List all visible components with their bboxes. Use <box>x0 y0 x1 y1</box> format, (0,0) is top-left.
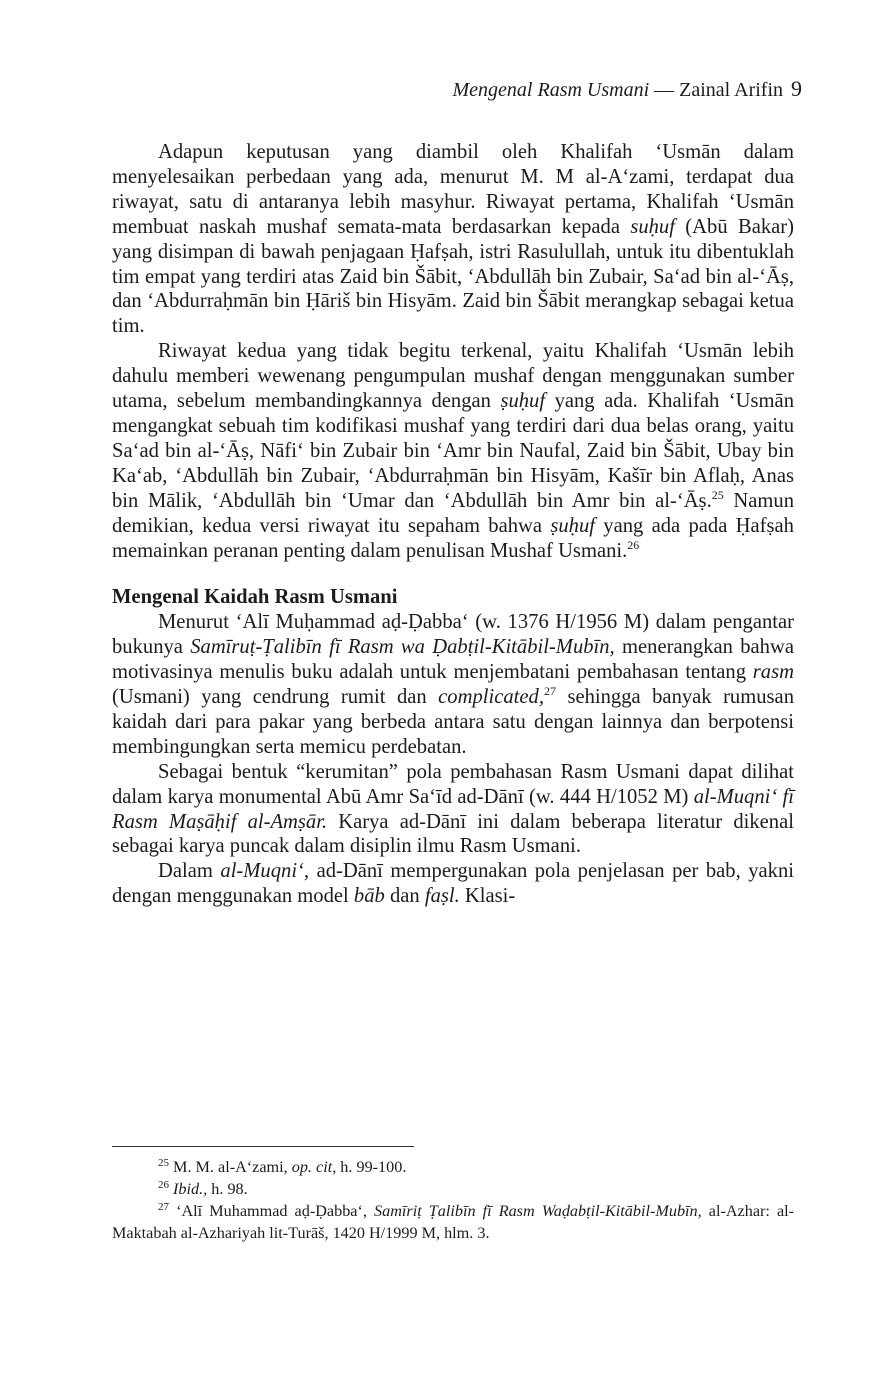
paragraph-3 <box>112 610 794 759</box>
italic-term: rasm <box>752 661 794 684</box>
text-run: Menurut ‘Alī Muḥammad aḍ-Ḍabba‘ (w. 1376 H/1956 M) dalam pengantar bukunya <box>112 611 794 659</box>
footnote-number: 27 <box>158 1201 169 1213</box>
running-header <box>430 76 802 103</box>
footnote-26 <box>112 1178 794 1200</box>
footnote-ref-27: 27 <box>543 684 556 699</box>
text-run: menerangkan bahwa motivasinya menulis buku adalah untuk menjembatani pembahasan tentang <box>112 636 794 684</box>
italic-term: ṣuḥuf <box>550 514 595 537</box>
footnote-25 <box>112 1156 794 1178</box>
italic-term: ṣuḥuf <box>500 390 546 413</box>
footnote-italic: Samīriṭ Ṭalibīn fī Rasm Waḍabṭil-Kitābil-Mubīn, <box>374 1202 702 1220</box>
footnote-divider <box>112 1146 414 1147</box>
footnote-number: 26 <box>158 1179 169 1191</box>
italic-title: al-Muqni‘ fī Rasm Maṣāḥif al-Amṣār. <box>112 785 794 833</box>
page-number: 9 <box>791 76 802 101</box>
text-run: Namun demikian, kedua versi riwayat itu sepaham bahwa <box>112 489 795 537</box>
text-run: ad-Dānī mempergunakan pola penjelasan per bab, yakni dengan menggunakan model <box>112 860 794 908</box>
italic-title: al-Muqni‘, <box>220 860 310 883</box>
text-run: dan <box>389 885 420 908</box>
paragraph-5 <box>112 859 794 909</box>
footnote-number: 25 <box>158 1157 169 1169</box>
footnote-text: M. M. al-A‘zami, <box>173 1158 288 1176</box>
text-run: yang ada. Khalifah ‘Usmān mengangkat sebuah tim kodifikasi mushaf yang terdiri dari dua belas orang, yaitu Sa‘ad bin al-‘Āṣ, Nāfi‘ bin Zubair bin ‘Amr bin Naufal, Zaid bin Šābit, Ubay bin Ka‘ab, ‘Abdullāh bin Zubair, ‘Abdurraḥmān bin Hisyām, Kašīr bin Aflaḥ, Anas bin Mālik, ‘Abdullāh bin ‘Umar dan ‘Abdullāh bin Amr bin al-‘Āṣ. <box>112 390 794 512</box>
text-run: Riwayat kedua yang tidak begitu terkenal, yaitu Khalifah ‘Usmān lebih dahulu memberi wewenang pengumpulan mushaf dengan menggunakan sumber utama, sebelum membandingkannya dengan <box>112 340 794 413</box>
text-run: (Abū Bakar) yang disimpan di bawah penjagaan Ḥafṣah, istri Rasulullah, untuk itu dibentuklah tim empat yang terdiri atas Zaid bin Šābit, ‘Abdullāh bin Zubair, Sa‘ad bin al-‘Āṣ, dan ‘Abdurraḥmān bin Ḥāriš bin Hisyām. Zaid bin Šābit merangkap sebagai ketua tim. <box>112 215 794 338</box>
text-run: Karya ad-Dānī ini dalam beberapa literatur dikenal sebagai karya puncak dalam disiplin ilmu Rasm Usmani. <box>112 810 794 858</box>
paragraph-4 <box>112 760 794 860</box>
paragraph-1 <box>112 140 794 339</box>
italic-term: bāb <box>353 885 385 908</box>
text-run: Dalam <box>158 860 213 883</box>
footnote-27 <box>112 1200 794 1244</box>
footnote-ref-26: 26 <box>627 537 640 552</box>
footnote-text: ‘Alī Muhammad aḍ-Ḍabba‘, <box>176 1202 367 1220</box>
footnote-ref-25: 25 <box>711 487 724 502</box>
header-author: Zainal Arifin <box>679 79 783 101</box>
paragraph-2 <box>112 339 794 563</box>
footnote-italic: op. cit, <box>291 1158 337 1176</box>
text-run: Sebagai bentuk “kerumitan” pola pembahasan Rasm Usmani dapat dilihat dalam karya monumental Abū Amr Sa‘īd ad-Dānī (w. 444 H/1052 M) <box>112 760 794 808</box>
italic-term: suḥuf <box>630 215 675 238</box>
italic-term: complicated, <box>438 686 544 709</box>
section-heading: Mengenal Kaidah Rasm Usmani <box>112 586 398 609</box>
italic-term: faṣl. <box>424 885 460 908</box>
footnote-text: h. 98. <box>211 1180 248 1198</box>
header-separator: — <box>649 79 680 101</box>
header-title: Mengenal Rasm Usmani <box>452 79 650 101</box>
footnote-text: al-Azhar: al-Maktabah al-Azhariyah lit-Turāš, 1420 H/1999 M, hlm. 3. <box>112 1202 795 1242</box>
footnote-text: h. 99-100. <box>340 1158 407 1176</box>
text-run: (Usmani) yang cendrung rumit dan <box>112 686 427 709</box>
footnotes <box>112 1156 794 1244</box>
text-run: Adapun keputusan yang diambil oleh Khalifah ‘Usmān dalam menyelesaikan perbedaan yang ada, menurut M. M al-A‘zami, terdapat dua riwayat, satu di antaranya lebih masyhur. Riwayat pertama, Khalifah ‘Usmān membuat naskah mushaf semata-mata berdasarkan kepada <box>112 141 794 238</box>
text-run: yang ada pada Ḥafṣah memainkan peranan penting dalam penulisan Mushaf Usmani. <box>112 514 794 562</box>
text-run: sehingga banyak rumusan kaidah dari para pakar yang berbeda antara satu dengan lainnya dan berpotensi membingungkan serta memicu perdebatan. <box>112 686 794 758</box>
footnote-italic: Ibid., <box>173 1180 208 1198</box>
body-text <box>112 140 794 909</box>
italic-title: Samīruṭ-Ṭalibīn fī Rasm wa Ḍabṭil-Kitābil-Mubīn, <box>190 636 615 659</box>
text-run: Klasi- <box>464 885 516 908</box>
